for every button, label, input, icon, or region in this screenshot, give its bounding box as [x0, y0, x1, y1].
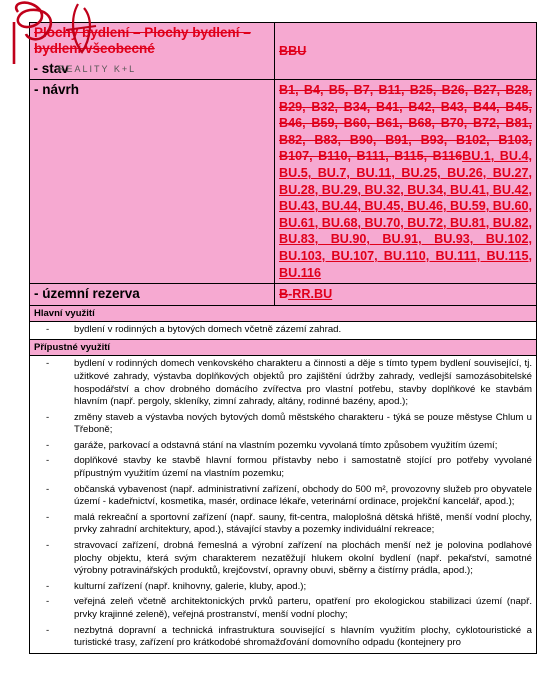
row-pripustne-body	[30, 356, 537, 653]
pripustne-list	[34, 358, 532, 652]
list-item: - kulturní zařízení (např. knihovny, galerie, kluby, apod.);	[64, 581, 532, 597]
list-item: - doplňkové stavby ke stavbě hlavní formou přístavby nebo i samostatně stojící pro potřeby vyvolané přípustným využitím území na vlastním pozemku;	[64, 455, 532, 483]
list-item: - garáže, parkovací a odstavná stání na vlastním pozemku vyvolaná tímto způsobem využitím území;	[64, 440, 532, 456]
row-hlavni-header	[30, 305, 537, 321]
navrh-codes-current: BU.1, BU.4, BU.5, BU.7, BU.11, BU.25, BU.26, BU.27, BU.28, BU.29, BU.32, BU.34, BU.41, BU.42, BU.43, BU.44, BU.45, BU.46, BU.59, BU.60, BU.61, BU.68, BU.70, BU.72, BU.81, BU.82, BU.83, BU.90, BU.91, BU.93, BU.102, BU.103, BU.107, BU.110, BU.111, BU.115, BU.116	[279, 149, 532, 280]
hlavni-list	[34, 324, 532, 340]
list-item: - občanská vybavenost (např. administrativní zařízení, obchody do 500 m², provozovny služeb pro obyvatele území - kadeřnictví, kosmetika, masér, ordinace lékaře, veterinární ordinace, projekční kancelář, apod.);	[64, 484, 532, 512]
rezerva-code-current: -RR.BU	[288, 287, 333, 302]
list-item: - nezbytná dopravní a technická infrastruktura související s hlavním využitím plochy, cyklotouristické a turistické trasy, zařízení pro krátkodobé shromažďování domovního odpadu (kontejnery pro	[64, 625, 532, 653]
rezerva-code-struck: B	[279, 287, 289, 302]
rezerva-code	[275, 284, 537, 306]
list-item: - stravovací zařízení, drobná řemeslná a výrobní zařízení na plochách menší než je polovina podlahové plochy objektu, která svým charakterem nezatěžují hlukem okolní bydlení (např. pekařství, samotné výrobny potravinářských produktů, krejčovství, opravny obuvi, sběrny a čistírny prádla, apod.);	[64, 540, 532, 581]
row-rezerva	[30, 284, 537, 306]
row-hlavni-body	[30, 321, 537, 340]
pripustne-title: Přípustné využití	[30, 340, 537, 356]
row-navrh	[30, 80, 537, 284]
list-item: - změny staveb a výstavba nových bytových domů městského charakteru - týká se pouze městyse Chlum u Třeboně;	[64, 412, 532, 440]
logo-text: REALITY K+L	[58, 64, 137, 74]
stav-code-cell	[275, 23, 537, 80]
row-pripustne-header	[30, 340, 537, 356]
hlavni-title: Hlavní využití	[30, 305, 537, 321]
category-label: Plochy bydlení – Plochy bydlení – bydlení všeobecné	[34, 25, 251, 56]
list-item: - bydlení v rodinných a bytových domech včetně zázemí zahrad.	[64, 324, 532, 340]
rezerva-label: - územní rezerva	[30, 284, 275, 306]
stav-label: - stav	[33, 60, 69, 76]
list-item: - malá rekreační a sportovní zařízení (např. sauny, fit-centra, maloplošná dětská hřiště, menší vodní plochy, prvky zahradní architektury, apod.), stávající stavby a pozemky individuální rekreace;	[64, 512, 532, 540]
navrh-codes	[275, 80, 537, 284]
list-item: - bydlení v rodinných domech venkovského charakteru a činnosti a děje s tímto typem bydlení související, tj. užitkové zahrady, výstavba doplňkových objektů pro zajištění údržby zahrady, vedlejší samozásobitelské hospodářství a chov drobného domácího zvířectva pro vlastní potřebu, stavby doplňkové ke stavbám hlavním (např. pergoly, skleníky, zimní zahrady, altány, rodinné bazény, apod.);	[64, 358, 532, 411]
list-item: - veřejná zeleň včetně architektonických prvků parteru, opatření pro ekologickou stabilizaci území (např. prvky krajinné zeleně), veřejná prostranství, menší vodní plochy;	[64, 596, 532, 624]
land-use-table	[29, 22, 537, 654]
navrh-label: - návrh	[30, 80, 275, 284]
navrh-codes-struck: B1, B4, B5, B7, B11, B25, B26, B27, B28, B29, B32, B34, B41, B42, B43, B44, B45, B46, B59, B60, B61, B68, B70, B72, B81, B82, B83, B90, B91, B93, B102, B103, B107, B110, B111, B115, B116	[279, 83, 532, 164]
stav-code: BBU	[279, 43, 307, 58]
